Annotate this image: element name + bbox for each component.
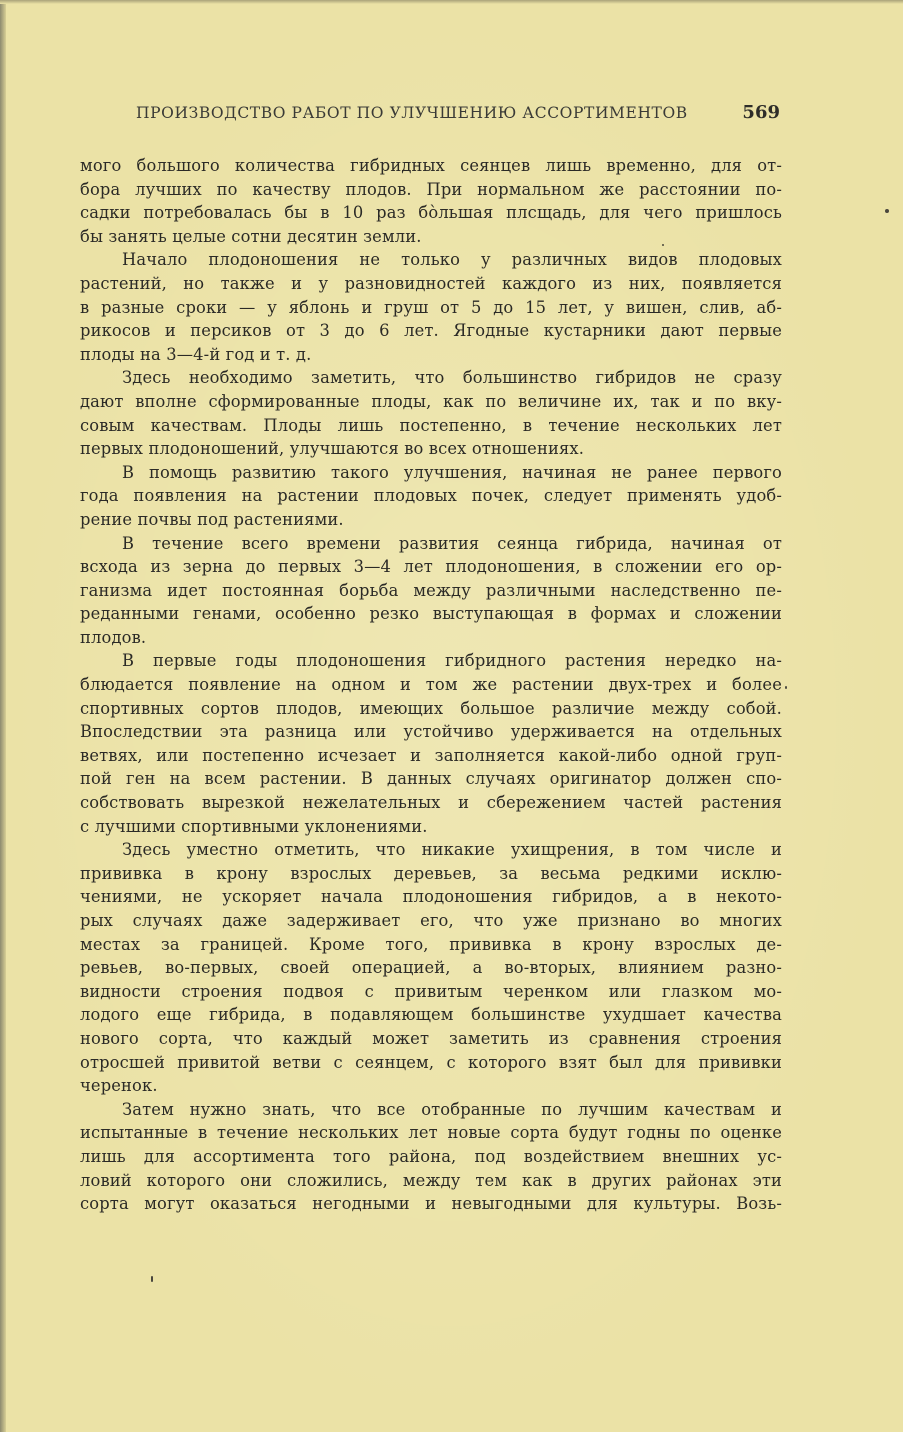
text-line: В первые годы плодоношения гибридного растения нередко на-	[122, 651, 782, 671]
text-line: нового сорта, что каждый может заметить из сравнения строения	[80, 1028, 782, 1048]
text-line: собствовать вырезкой нежелательных и сбережением частей растения	[80, 793, 782, 813]
scan-speck	[662, 244, 664, 246]
text-line: черенок.	[80, 1076, 158, 1096]
paragraph	[80, 461, 782, 532]
running-head: ПРОИЗВОДСТВО РАБОТ ПО УЛУЧШЕНИЮ АССОРТИМЕНТОВ	[136, 104, 688, 122]
text-line: сорта могут оказаться негодными и невыгодными для культуры. Возь-	[80, 1194, 782, 1214]
text-line: бы занять целые сотни десятин земли.	[80, 226, 422, 246]
text-line: отросшей привитой ветви с сеянцем, с которого взят был для прививки	[80, 1052, 782, 1072]
page-top-edge-shadow	[0, 0, 903, 4]
text-line: реданными генами, особенно резко выступающая в формах и сложении	[80, 604, 782, 624]
text-line: рых случаях даже задерживает его, что уже признано во многих	[80, 911, 782, 930]
paragraph	[80, 1098, 782, 1216]
text-line: испытанные в течение нескольких лет новые сорта будут годны по оценке	[80, 1123, 782, 1143]
paragraph	[80, 532, 782, 650]
text-line: растений, но также и у разновидностей каждого из них, появляется	[80, 273, 782, 293]
text-line: садки потребовалась бы в 10 раз бо̀льшая плсщадь, для чего пришлось	[80, 203, 782, 223]
text-line: в разные сроки — у яблонь и груш от 5 до 15 лет, у вишен, слив, аб-	[80, 297, 782, 317]
text-line: рикосов и персиков от 3 до 6 лет. Ягодные кустарники дают первые	[80, 321, 782, 341]
text-line: В течение всего времени развития сеянца гибрида, начиная от	[122, 533, 782, 553]
page-number: 569	[742, 102, 780, 123]
text-line: видности строения подвоя с привитым черенком или глазком мо-	[80, 981, 782, 1001]
text-line: дают вполне сформированные плоды, как по величине их, так и по вку-	[80, 391, 782, 411]
text-line: первых плодоношений, улучшаются во всех отношениях.	[80, 439, 585, 459]
paragraph	[80, 366, 782, 460]
text-line: спортивных сортов плодов, имеющих большое различие между собой.	[80, 698, 782, 718]
page-header	[80, 104, 782, 130]
scan-speck	[151, 1276, 153, 1282]
text-line: лишь для ассортимента того района, под воздействием внешних ус-	[80, 1146, 782, 1166]
text-line: с лучшими спортивными уклонениями.	[80, 816, 428, 836]
text-line: прививка в крону взрослых деревьев, за весьма редкими исклю-	[80, 863, 782, 883]
text-line: Здесь уместно отметить, что никакие ухищрения, в том числе и	[122, 840, 782, 860]
scan-speck	[785, 686, 787, 689]
text-line: мого большого количества гибридных сеянцев лишь временно, для от-	[80, 156, 782, 175]
text-line: ганизма идет постоянная борьба между различными наследственно пе-	[80, 580, 782, 600]
text-line: ревьев, во-первых, своей операцией, а во-вторых, влиянием разно-	[80, 958, 782, 978]
text-line: пой ген на всем растении. В данных случаях оригинатор должен спо-	[80, 769, 782, 789]
text-line: ветвях, или постепенно исчезает и заполняется какой-либо одной груп-	[80, 745, 782, 765]
text-line: года появления на растении плодовых почек, следует применять удоб-	[80, 486, 782, 506]
text-line: плоды на 3—4-й год и т. д.	[80, 344, 312, 364]
text-line: блюдается появление на одном и том же растении двух-трех и более	[80, 675, 782, 695]
text-line: совым качествам. Плоды лишь постепенно, в течение нескольких лет	[80, 415, 782, 435]
body-text	[80, 154, 782, 1216]
paragraph	[80, 649, 782, 838]
text-line: Затем нужно знать, что все отобранные по лучшим качествам и	[122, 1099, 782, 1119]
text-line: лодого еще гибрида, в подавляющем большинстве ухудшает качества	[80, 1005, 782, 1025]
text-line: Начало плодоношения не только у различных видов плодовых	[122, 250, 782, 270]
text-line: рение почвы под растениями.	[80, 509, 344, 529]
text-line: В помощь развитию такого улучшения, начиная не ранее первого	[122, 462, 782, 482]
text-line: ловий которого они сложились, между тем как в других районах эти	[80, 1170, 782, 1190]
scan-speck	[885, 209, 889, 213]
paragraph	[80, 838, 782, 1098]
text-line: чениями, не ускоряет начала плодоношения гибридов, а в некото-	[80, 887, 782, 907]
page-left-edge-shadow	[0, 0, 6, 1432]
text-line: бора лучших по качеству плодов. При нормальном же расстоянии по-	[80, 179, 782, 199]
paragraph	[80, 154, 782, 248]
paragraph	[80, 248, 782, 366]
text-line: Впоследствии эта разница или устойчиво удерживается на отдельных	[80, 722, 782, 742]
text-line: местах за границей. Кроме того, прививка в крону взрослых де-	[80, 934, 782, 954]
text-line: Здесь необходимо заметить, что большинство гибридов не сразу	[122, 368, 782, 388]
text-line: плодов.	[80, 627, 147, 647]
text-line: всхода из зерна до первых 3—4 лет плодоношения, в сложении его ор-	[80, 557, 782, 577]
